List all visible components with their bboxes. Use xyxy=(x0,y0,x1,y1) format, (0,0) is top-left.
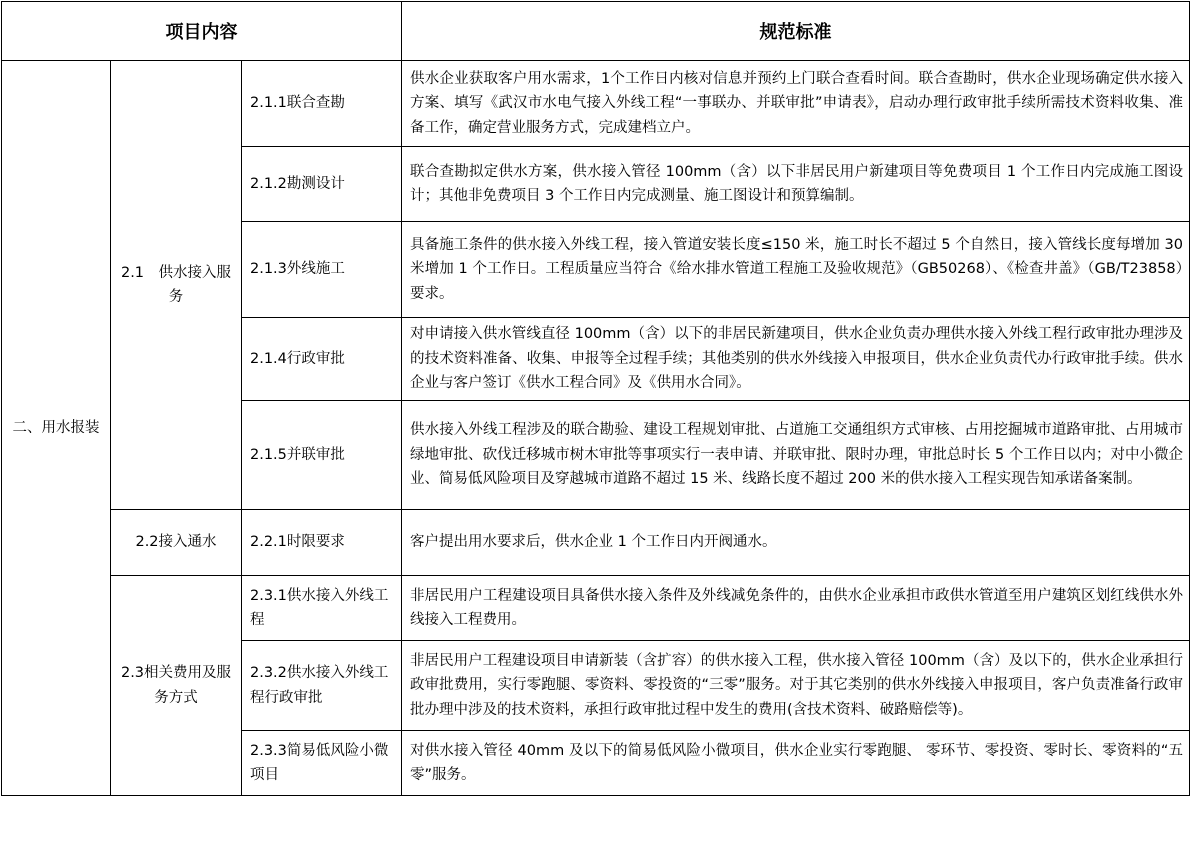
table-row xyxy=(2,61,1190,147)
item-cell: 2.1.4行政审批 xyxy=(242,318,402,401)
item-cell: 2.1.2勘测设计 xyxy=(242,147,402,222)
standards-table xyxy=(1,1,1190,796)
item-cell: 2.3.3简易低风险小微项目 xyxy=(242,731,402,796)
group-cell-2-2: 2.2接入通水 xyxy=(111,510,242,576)
standard-cell: 对供水接入管径 40mm 及以下的简易低风险小微项目，供水企业实行零跑腿、 零环节、零投资、零时长、零资料的“五零”服务。 xyxy=(402,731,1190,796)
standard-cell: 联合查勘拟定供水方案，供水接入管径 100mm（含）以下非居民用户新建项目等免费项目 1 个工作日内完成施工图设计；其他非免费项目 3 个工作日内完成测量、施工图设计和预算编制。 xyxy=(402,147,1190,222)
standard-cell: 非居民用户工程建设项目申请新装（含扩容）的供水接入工程，供水接入管径 100mm（含）及以下的，供水企业承担行政审批费用，实行零跑腿、零资料、零投资的“三零”服务。对于其它类别的供水外线接入申报项目，客户负责准备行政审批办理中涉及的技术资料，承担行政审批过程中发生的费用(含技术资料、破路赔偿等)。 xyxy=(402,641,1190,731)
item-cell: 2.1.1联合查勘 xyxy=(242,61,402,147)
standard-cell: 客户提出用水要求后，供水企业 1 个工作日内开阀通水。 xyxy=(402,510,1190,576)
category-cell: 二、用水报装 xyxy=(2,61,111,796)
header-standard: 规范标准 xyxy=(402,2,1190,61)
item-cell: 2.1.5并联审批 xyxy=(242,401,402,510)
standard-cell: 非居民用户工程建设项目具备供水接入条件及外线减免条件的，由供水企业承担市政供水管道至用户建筑区划红线供水外线接入工程费用。 xyxy=(402,576,1190,641)
group-cell-2-3: 2.3相关费用及服务方式 xyxy=(111,576,242,796)
table-row xyxy=(2,510,1190,576)
group-cell-2-1: 2.1 供水接入服务 xyxy=(111,61,242,510)
standard-cell: 对申请接入供水管线直径 100mm（含）以下的非居民新建项目，供水企业负责办理供水接入外线工程行政审批办理涉及的技术资料准备、收集、申报等全过程手续；其他类别的供水外线接入申报项目，供水企业负责代办行政审批手续。供水企业与客户签订《供水工程合同》及《供用水合同》。 xyxy=(402,318,1190,401)
standard-cell: 供水企业获取客户用水需求，1个工作日内核对信息并预约上门联合查看时间。联合查勘时，供水企业现场确定供水接入方案、填写《武汉市水电气接入外线工程“一事联办、并联审批”申请表》，启动办理行政审批手续所需技术资料收集、准备工作，确定营业服务方式，完成建档立户。 xyxy=(402,61,1190,147)
item-cell: 2.1.3外线施工 xyxy=(242,222,402,318)
table-header-row xyxy=(2,2,1190,61)
header-project-content: 项目内容 xyxy=(2,2,402,61)
standard-cell: 具备施工条件的供水接入外线工程，接入管道安装长度≤150 米，施工时长不超过 5 个自然日，接入管线长度每增加 30 米增加 1 个工作日。工程质量应当符合《给水排水管道工程施工及验收规范》（GB50268）、《检查井盖》（GB/T23858）要求。 xyxy=(402,222,1190,318)
table-row xyxy=(2,576,1190,641)
standard-cell: 供水接入外线工程涉及的联合勘验、建设工程规划审批、占道施工交通组织方式审核、占用挖掘城市道路审批、占用城市绿地审批、砍伐迁移城市树木审批等事项实行一表申请、并联审批、限时办理，审批总时长 5 个工作日以内；对中小微企业、简易低风险项目及穿越城市道路不超过 15 米、线路长度不超过 200 米的供水接入工程实现告知承诺备案制。 xyxy=(402,401,1190,510)
item-cell: 2.3.2供水接入外线工程行政审批 xyxy=(242,641,402,731)
item-cell: 2.3.1供水接入外线工程 xyxy=(242,576,402,641)
item-cell: 2.2.1时限要求 xyxy=(242,510,402,576)
